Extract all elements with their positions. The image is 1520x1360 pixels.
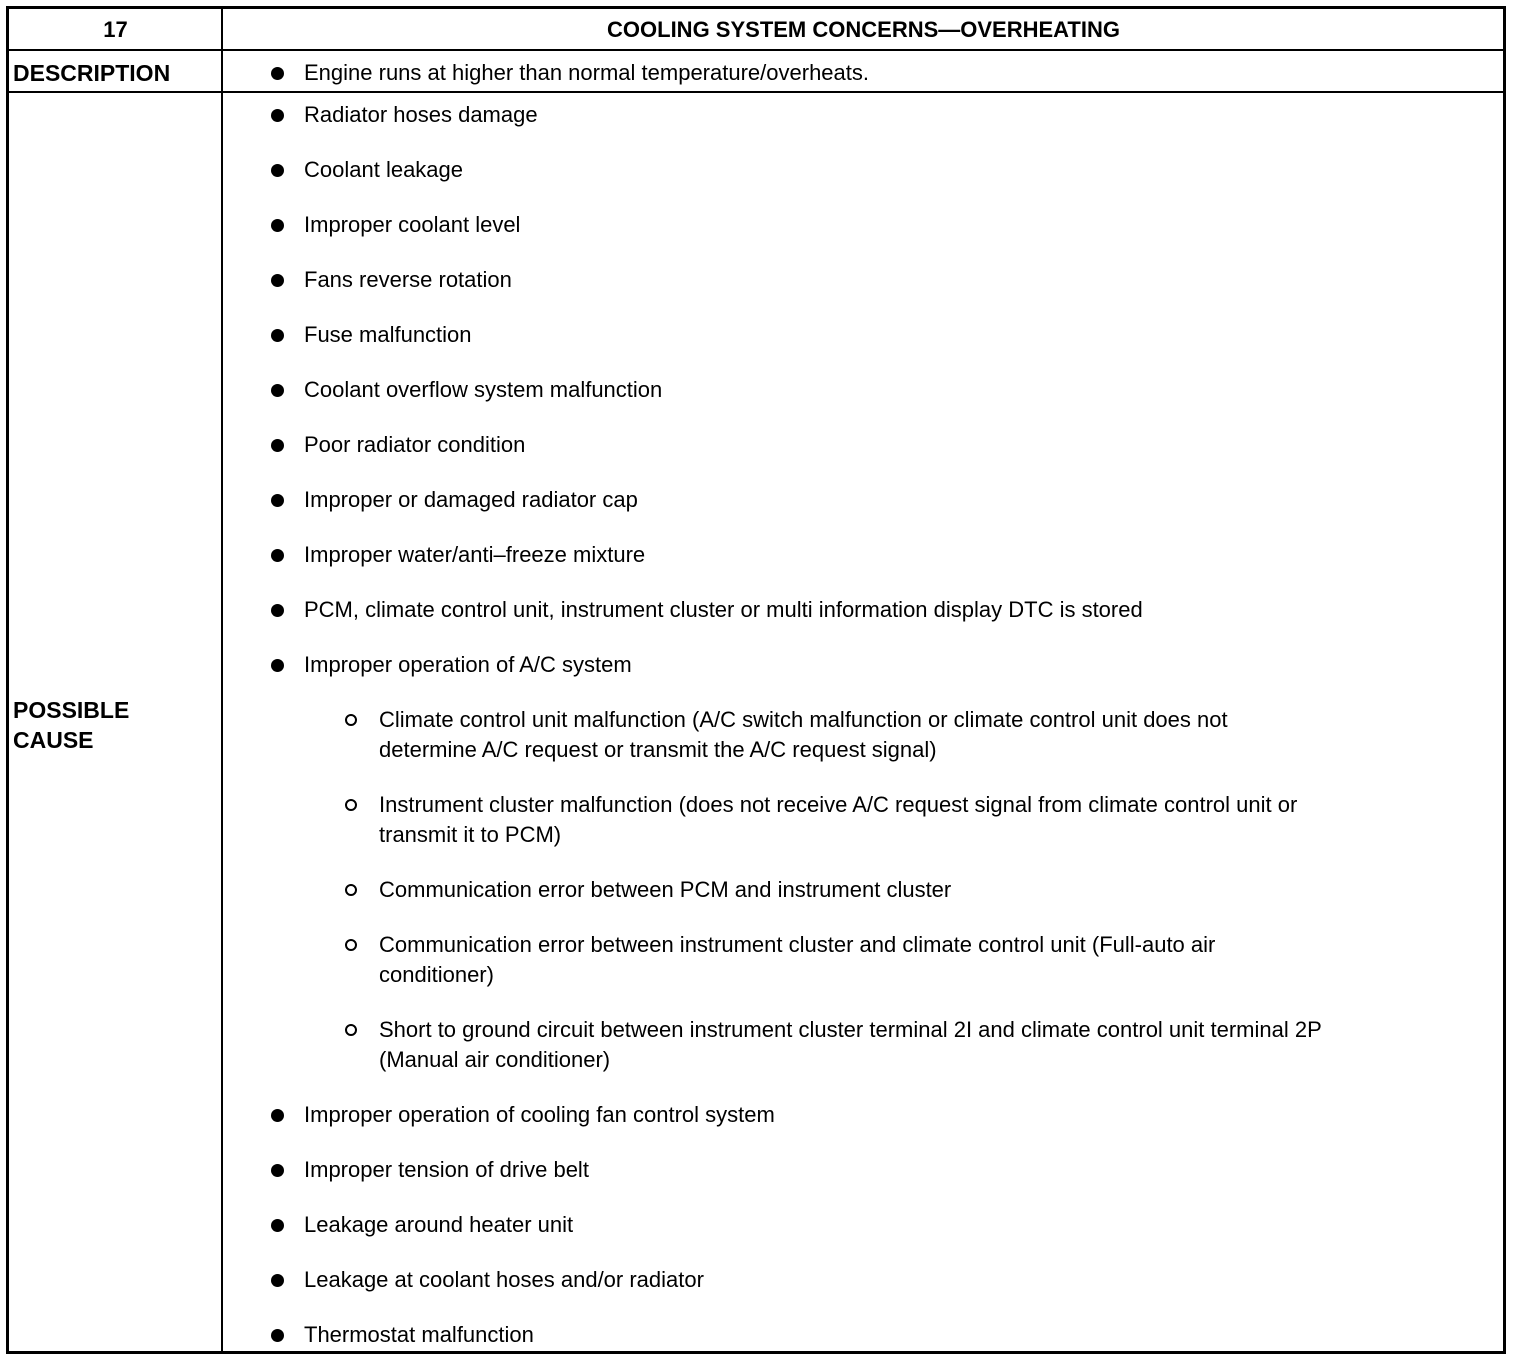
ac-subitem-line: conditioner)	[379, 962, 494, 987]
cause-item-text: Leakage around heater unit	[304, 1212, 574, 1237]
cause-item-text: Coolant overflow system malfunction	[304, 377, 663, 402]
bullet-icon	[271, 67, 284, 80]
bullet-icon	[271, 109, 284, 122]
hollow-bullet-icon	[345, 714, 357, 726]
possible-cause-label-line2: CAUSE	[13, 727, 94, 753]
bullet-icon	[271, 164, 284, 177]
ac-subitem-text	[379, 875, 1469, 905]
bullet-icon	[271, 329, 284, 342]
bullet-icon	[271, 1274, 284, 1287]
hollow-bullet-icon	[345, 884, 357, 896]
bullet-icon	[271, 274, 284, 287]
cause-item-text: Improper coolant level	[304, 212, 521, 237]
ac-subitem-line: Communication error between instrument cluster and climate control unit (Full-auto air	[379, 932, 1216, 957]
ac-subitem-text	[379, 790, 1469, 850]
troubleshooting-table	[6, 6, 1506, 1354]
cause-item-text: Improper or damaged radiator cap	[304, 487, 638, 512]
ac-subitem-line: Instrument cluster malfunction (does not receive A/C request signal from climate control unit or	[379, 792, 1298, 817]
ac-subitem-line: transmit it to PCM)	[379, 822, 562, 847]
bullet-icon	[271, 494, 284, 507]
cause-item-text: Radiator hoses damage	[304, 102, 538, 127]
ac-subitem-line: Climate control unit malfunction (A/C switch malfunction or climate control unit does not	[379, 707, 1228, 732]
ac-subitem-line: determine A/C request or transmit the A/C request signal)	[379, 737, 937, 762]
cause-item-text: Improper operation of A/C system	[304, 652, 632, 677]
cause-item-text: Fuse malfunction	[304, 322, 472, 347]
bullet-icon	[271, 384, 284, 397]
bullet-icon	[271, 219, 284, 232]
bullet-icon	[271, 659, 284, 672]
bullet-icon	[271, 604, 284, 617]
possible-cause-label	[13, 695, 129, 755]
bullet-icon	[271, 1219, 284, 1232]
bullet-icon	[271, 1329, 284, 1342]
ac-subitem-line: (Manual air conditioner)	[379, 1047, 611, 1072]
possible-cause-label-line1: POSSIBLE	[13, 697, 130, 723]
bullet-icon	[271, 549, 284, 562]
bullet-icon	[271, 1164, 284, 1177]
hollow-bullet-icon	[345, 939, 357, 951]
column-divider	[221, 9, 223, 1351]
cause-item-text: Leakage at coolant hoses and/or radiator	[304, 1267, 704, 1292]
cause-item-text: Fans reverse rotation	[304, 267, 512, 292]
cause-item-text: Improper tension of drive belt	[304, 1157, 589, 1182]
description-text: Engine runs at higher than normal temperature/overheats.	[304, 60, 869, 85]
description-divider	[9, 91, 1503, 93]
hollow-bullet-icon	[345, 799, 357, 811]
table-title: COOLING SYSTEM CONCERNS—OVERHEATING	[607, 16, 1120, 42]
bullet-icon	[271, 1109, 284, 1122]
cause-item-text: Coolant leakage	[304, 157, 464, 182]
ac-subitem-text	[379, 930, 1469, 990]
cause-item-text: Improper water/anti–freeze mixture	[304, 542, 646, 567]
cause-item-text: Thermostat malfunction	[304, 1322, 534, 1347]
ac-subitem-text	[379, 1015, 1469, 1075]
ac-subitem-text	[379, 705, 1469, 765]
cause-item-text: Poor radiator condition	[304, 432, 526, 457]
description-label: DESCRIPTION	[13, 60, 171, 86]
ac-subitem-line: Short to ground circuit between instrument cluster terminal 2I and climate control unit terminal 2P	[379, 1017, 1322, 1042]
table-number: 17	[103, 16, 128, 42]
bullet-icon	[271, 439, 284, 452]
cause-item-text: PCM, climate control unit, instrument cluster or multi information display DTC is stored	[304, 597, 1143, 622]
hollow-bullet-icon	[345, 1024, 357, 1036]
cause-item-text: Improper operation of cooling fan control system	[304, 1102, 775, 1127]
ac-subitem-line: Communication error between PCM and instrument cluster	[379, 877, 952, 902]
